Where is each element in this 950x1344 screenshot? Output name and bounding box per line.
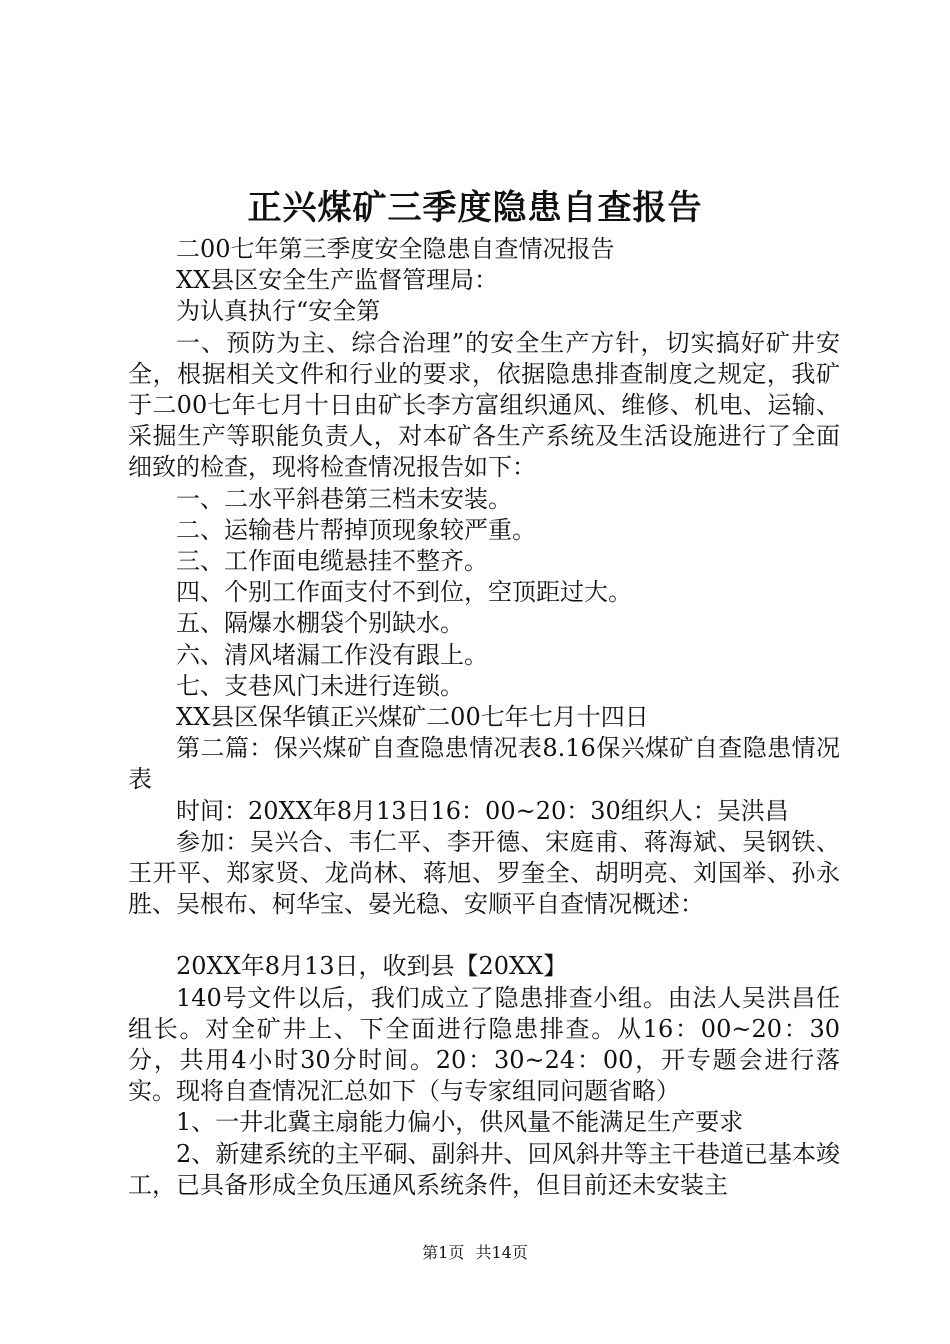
page-footer bbox=[0, 1242, 950, 1264]
paragraph: 20XX年8月13日，收到县【20XX】 bbox=[176, 952, 568, 981]
list-item: 2、新建系统的主平硐、副斜井、回风斜井等主干巷道已基本竣工，已具备形成全负压通风系统条件，但目前还未安装主 bbox=[128, 1139, 840, 1199]
document-title: 正兴煤矿三季度隐患自查报告 bbox=[247, 188, 703, 228]
list-item: 七、支巷风门未进行连锁。 bbox=[176, 671, 464, 700]
paragraph: 一、预防为主、综合治理”的安全生产方针，切实搞好矿井安全，根据相关文件和行业的要求，依据隐患排查制度之规定，我矿于二00七年七月十日由矿长李方富组织通风、维修、机电、运输、采掘生产等职能负责人，对本矿各生产系统及生活设施进行了全面细致的检查，现将检查情况报告如下： bbox=[128, 328, 840, 482]
section-heading: 第二篇：保兴煤矿自查隐患情况表8.16保兴煤矿自查隐患情况表 bbox=[128, 734, 840, 794]
paragraph: 140号文件以后，我们成立了隐患排查小组。由法人吴洪昌任组长。对全矿井上、下全面进行隐患排查。从16：00~20：30分，共用4小时30分时间。20：30~24：00，开专题会进行落实。现将自查情况汇总如下（与专家组同问题省略） bbox=[128, 983, 840, 1106]
signature-line: XX县区保华镇正兴煤矿二00七年七月十四日 bbox=[176, 703, 649, 732]
paragraph-gap bbox=[128, 920, 840, 951]
paragraph: XX县区安全生产监督管理局： bbox=[176, 266, 499, 295]
list-item: 1、一井北冀主扇能力偏小，供风量不能满足生产要求 bbox=[176, 1108, 744, 1137]
list-item: 三、工作面电缆悬挂不整齐。 bbox=[176, 547, 488, 576]
page-total: 共14页 bbox=[475, 1243, 528, 1262]
paragraph: 为认真执行“安全第 bbox=[176, 297, 381, 326]
list-item: 五、隔爆水棚袋个别缺水。 bbox=[176, 609, 464, 638]
document-body bbox=[128, 234, 840, 1201]
list-item: 六、清风堵漏工作没有跟上。 bbox=[176, 640, 488, 669]
paragraph: 时间：20XX年8月13日16：00~20：30组织人：吴洪昌 bbox=[176, 796, 789, 825]
list-item: 二、运输巷片帮掉顶现象较严重。 bbox=[176, 515, 536, 544]
paragraph: 参加：吴兴合、韦仁平、李开德、宋庭甫、蒋海斌、吴钢铁、王开平、郑家贤、龙尚林、蒋旭、罗奎全、胡明亮、刘国举、孙永胜、吴根布、柯华宝、晏光稳、安顺平自查情况概述： bbox=[128, 827, 840, 919]
page-number: 第1页 bbox=[422, 1243, 465, 1262]
paragraph: 二00七年第三季度安全隐患自查情况报告 bbox=[176, 235, 615, 263]
list-item: 四、个别工作面支付不到位，空顶距过大。 bbox=[176, 578, 632, 607]
list-item: 一、二水平斜巷第三档未安装。 bbox=[176, 484, 512, 513]
